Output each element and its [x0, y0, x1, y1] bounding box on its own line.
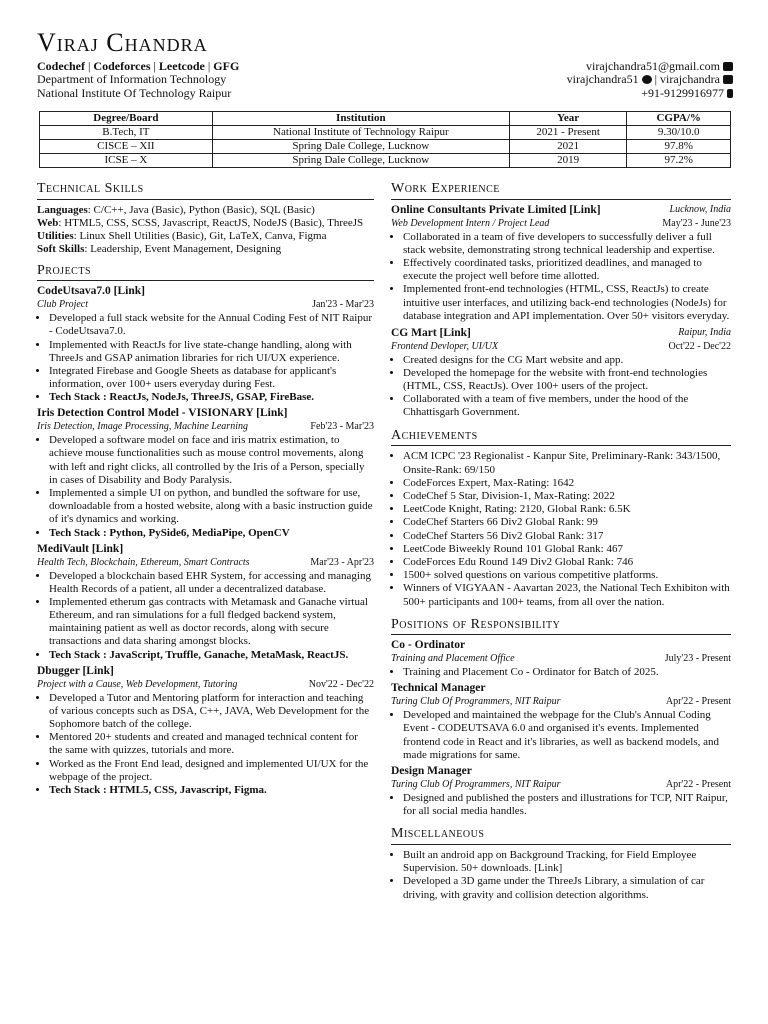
github-link[interactable]: virajchandra51 — [566, 72, 639, 87]
list-item: • Collaborated in a team of five developers to successfully deliver a full stack website, demonstrating strong technical leadership and expertise. — [403, 231, 731, 257]
company-location: Raipur, India — [678, 326, 731, 338]
linkedin-link[interactable]: virajchandra — [660, 72, 720, 87]
table-cell: 2021 - Present — [509, 126, 626, 140]
project-date: Mar'23 - Apr'23 — [310, 556, 374, 568]
link-gfg[interactable]: GFG — [213, 59, 240, 73]
position-name: Design Manager — [391, 765, 472, 778]
role-title: Web Development Intern / Project Lead — [391, 217, 550, 229]
github-icon — [642, 75, 652, 84]
table-cell: Spring Dale College, Lucknow — [212, 140, 509, 154]
table-cell: Spring Dale College, Lucknow — [212, 154, 509, 168]
company-name[interactable]: CG Mart [Link] — [391, 326, 471, 339]
link-codeforces[interactable]: Codeforces — [93, 59, 151, 73]
table-cell: National Institute of Technology Raipur — [212, 126, 509, 140]
list-item: • Created designs for the CG Mart website and app. — [403, 354, 731, 367]
list-item: • Developed and maintained the webpage for the Club's Annual Coding Event - CODEUTSAVA 6.0 and organised it's events. Implemented frontend code in React and it's libraries, as well as backend models, and made migrations for same. — [403, 709, 731, 762]
skill-key: Languages — [37, 203, 88, 216]
project-item — [37, 285, 374, 404]
table-cell: 97.2% — [627, 154, 731, 168]
skills-list — [37, 204, 374, 257]
work-item — [391, 327, 731, 420]
project-name[interactable]: Iris Detection Control Model - VISIONARY [Link] — [37, 407, 288, 420]
table-header: Year — [509, 112, 626, 126]
project-name[interactable]: CodeUtsava7.0 [Link] — [37, 285, 145, 298]
list-item: • CodeForces Edu Round 149 Div2 Global Rank: 746 — [403, 556, 731, 569]
table-header: CGPA/% — [627, 112, 731, 126]
skill-value: : C/C++, Java (Basic), Python (Basic), SQL (Basic) — [87, 203, 315, 216]
link-codechef[interactable]: Codechef — [37, 59, 85, 73]
position-org: Training and Placement Office — [391, 653, 515, 665]
role-title: Frontend Devloper, UI/UX — [391, 340, 499, 352]
skill-value: : HTML5, CSS, SCSS, Javascript, ReactJS, NodeJS (Basic), ThreeJS — [58, 216, 364, 229]
list-item: • CodeChef 5 Star, Division-1, Max-Rating: 2022 — [403, 490, 731, 503]
list-item: • Developed a Tutor and Mentoring platform for interaction and teaching of various concepts such as DSA, C++, JAVA, Web Development for the Sophomore batch of the college. — [49, 692, 374, 732]
skill-key: Soft Skills — [37, 243, 85, 256]
link-leetcode[interactable]: Leetcode — [158, 59, 205, 73]
position-date: July'23 - Present — [664, 653, 731, 665]
table-cell: CISCE – XII — [40, 140, 213, 154]
list-item: • Developed a 3D game under the ThreeJs Library, a simulation of car driving, with gravity and collision detection algorithms. — [403, 875, 731, 901]
list-item: • CodeChef Starters 66 Div2 Global Rank: 99 — [403, 516, 731, 529]
work-date: May'23 - June'23 — [662, 217, 731, 229]
profile-links: Codechef | Codeforces | Leetcode | GFG — [37, 59, 240, 73]
list-item: • CodeChef Starters 56 Div2 Global Rank: 317 — [403, 530, 731, 543]
work-item — [391, 204, 731, 323]
table-cell: 9.30/10.0 — [627, 126, 731, 140]
institute: National Institute Of Technology Raipur — [37, 85, 232, 100]
list-item: • Worked as the Front End lead, designed and implemented UI/UX for the webpage of the project. — [49, 758, 374, 784]
list-item: • Training and Placement Co - Ordinator for Batch of 2025. — [403, 666, 731, 679]
position-name: Co - Ordinator — [391, 639, 466, 652]
list-item: • Implemented etherum gas contracts with Metamask and Ganache virtual Ethereum, and ran simulations for a full fledged backend system, maintaining patient as well as doctor records, along with secure transactions and data sharing amongst blocks. — [49, 596, 374, 649]
list-item: • Tech Stack : ReactJs, NodeJs, ThreeJS, GSAP, FireBase. — [49, 391, 374, 404]
table-cell: ICSE – X — [40, 154, 213, 168]
list-item: • Developed a full stack website for the Annual Coding Fest of NIT Raipur - CodeUtsava7.0. — [49, 312, 374, 338]
list-item: • Effectively coordinated tasks, prioritized deadlines, and managed to execute the project well before time allotted. — [403, 257, 731, 283]
table-header: Degree/Board — [40, 112, 213, 126]
project-date: Jan'23 - Mar'23 — [312, 299, 374, 311]
project-date: Nov'22 - Dec'22 — [308, 678, 374, 690]
project-subtitle: Club Project — [37, 299, 89, 311]
table-header: Institution — [212, 112, 509, 126]
achievements-list — [391, 450, 731, 608]
list-item: • Implemented a simple UI on python, and bundled the software for use, downloadable from a hosted website, along with a basic instruction guide of it's dynamics and working. — [49, 487, 374, 527]
position-item — [391, 682, 731, 762]
project-item — [37, 543, 374, 662]
section-title-positions: Positions of Responsibility — [391, 617, 731, 636]
position-date: Apr'22 - Present — [665, 778, 731, 790]
list-item: • Implemented front-end technologies (HTML, CSS, ReactJs) to create intuitive user interfaces, and utilizing back-end technologies (NodeJs) for database integration and API implementation. Over 50+ visitors everyday. — [403, 283, 731, 323]
linkedin-icon — [723, 75, 733, 84]
table-row — [40, 126, 731, 140]
email-link[interactable]: virajchandra51@gmail.com — [585, 59, 720, 73]
list-item: • Designed and published the posters and illustrations for TCP, NIT Raipur, for all social media handles. — [403, 792, 731, 818]
department: Department of Information Technology — [37, 72, 227, 87]
position-name: Technical Manager — [391, 682, 486, 695]
list-item: • Collaborated with a team of five members, under the hood of the Chhattisgarh Government. — [403, 393, 731, 419]
misc-list — [391, 849, 731, 902]
skill-value: : Linux Shell Utilities (Basic), Git, LaTeX, Canva, Figma — [73, 230, 327, 243]
education-table — [39, 111, 731, 168]
project-item — [37, 407, 374, 539]
candidate-name: Viraj Chandra — [37, 28, 208, 57]
list-item: • ACM ICPC '23 Regionalist - Kanpur Site, Preliminary-Rank: 343/1500, Onsite-Rank: 69/150 — [403, 450, 731, 476]
skill-value: : Leadership, Event Management, Designing — [84, 243, 282, 256]
phone-number[interactable]: +91-9129916977 — [641, 85, 724, 100]
position-item — [391, 639, 731, 679]
section-title-achievements: Achievements — [391, 428, 731, 447]
list-item: • Integrated Firebase and Google Sheets as database for applicant's information, over 100+ users everyday during Fest. — [49, 365, 374, 391]
section-title-projects: Projects — [37, 263, 374, 282]
list-item: • 1500+ solved questions on various competitive platforms. — [403, 569, 731, 582]
project-name[interactable]: Dbugger [Link] — [37, 664, 114, 677]
section-title-work: Work Experience — [391, 181, 731, 200]
table-cell: B.Tech, IT — [40, 126, 213, 140]
project-subtitle: Iris Detection, Image Processing, Machine Learning — [37, 421, 248, 433]
position-org: Turing Club Of Programmers, NIT Raipur — [391, 778, 561, 790]
list-item: • Tech Stack : HTML5, CSS, Javascript, Figma. — [49, 784, 374, 797]
project-subtitle: Project with a Cause, Web Development, Tutoring — [37, 678, 238, 690]
position-org: Turing Club Of Programmers, NIT Raipur — [391, 696, 561, 708]
section-title-misc: Miscellaneous — [391, 826, 731, 845]
company-name[interactable]: Online Consultants Private Limited [Link] — [391, 203, 601, 216]
table-row — [40, 140, 731, 154]
position-item — [391, 765, 731, 818]
left-column — [37, 181, 374, 799]
table-cell: 2021 — [509, 140, 626, 154]
list-item: • Implemented with ReactJs for live state-change handling, along with ThreeJs and GSAP animation libraries for rich UI/UX experience. — [49, 339, 374, 365]
position-date: Apr'22 - Present — [665, 696, 731, 708]
skill-key: Utilities — [37, 230, 74, 243]
list-item: • Developed a blockchain based EHR System, for accessing and managing Health Records of a patient, all under a decentralized database. — [49, 570, 374, 596]
work-date: Oct'22 - Dec'22 — [668, 340, 731, 352]
list-item: • Mentored 20+ students and created and managed technical content for the same with quizzes, tutorials and more. — [49, 731, 374, 757]
contact-block: virajchandra51@gmail.com virajchandra51 | virajchandra +91-9129916977 — [567, 60, 733, 100]
list-item: • LeetCode Biweekly Round 101 Global Rank: 467 — [403, 543, 731, 556]
list-item: • Developed the homepage for the website with front-end technologies (HTML, CSS, ReactJs). Over 100+ users of the project. — [403, 367, 731, 393]
table-cell: 2019 — [509, 154, 626, 168]
skill-key: Web — [37, 216, 59, 229]
list-item: • LeetCode Knight, Rating: 2120, Global Rank: 6.5K — [403, 503, 731, 516]
project-date: Feb'23 - Mar'23 — [310, 421, 374, 433]
list-item: • CodeForces Expert, Max-Rating: 1642 — [403, 477, 731, 490]
right-column — [391, 181, 731, 904]
list-item: • Built an android app on Background Tracking, for Field Employee Supervision. 50+ downloads. [Link] — [403, 849, 731, 875]
company-location: Lucknow, India — [669, 203, 731, 215]
list-item: • Tech Stack : JavaScript, Truffle, Ganache, MetaMask, ReactJS. — [49, 649, 374, 662]
table-row — [40, 154, 731, 168]
list-item: • Tech Stack : Python, PySide6, MediaPipe, OpenCV — [49, 527, 374, 540]
project-item — [37, 665, 374, 797]
project-name[interactable]: MediVault [Link] — [37, 542, 124, 555]
table-cell: 97.8% — [627, 140, 731, 154]
project-subtitle: Health Tech, Blockchain, Ethereum, Smart Contracts — [37, 556, 250, 568]
section-title-skills: Technical Skills — [37, 181, 374, 200]
list-item: • Developed a software model on face and iris matrix estimation, to achieve mouse functionalities such as mouse control movements, along with left and right clicks, all controlled by the Iris of a Person, specially in cases of Disability and Body Paralysis. — [49, 434, 374, 487]
mail-icon — [723, 62, 733, 71]
phone-icon — [727, 89, 733, 98]
header — [37, 30, 733, 100]
list-item: • Winners of VIGYAAN - Aavartan 2023, the National Tech Exhibiton with 500+ participants and 100+ teams, from all over the nation. — [403, 582, 731, 608]
table-header-row — [40, 112, 731, 126]
